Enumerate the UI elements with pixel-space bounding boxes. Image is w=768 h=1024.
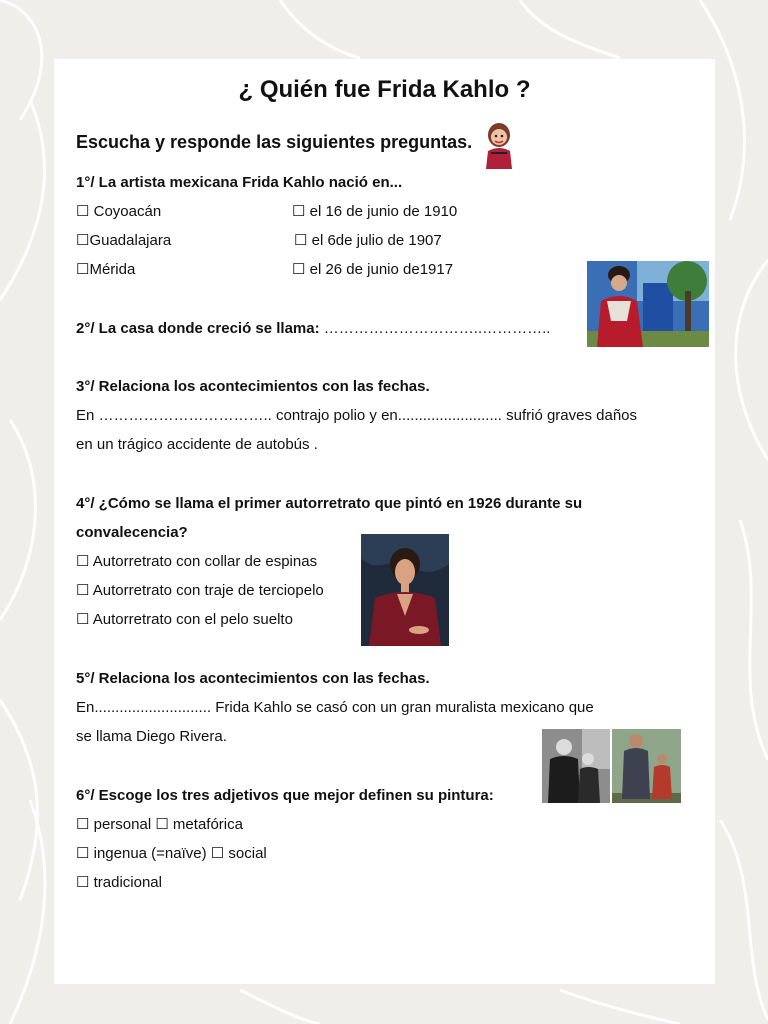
q5-text-line: se llama Diego Rivera.	[76, 728, 227, 745]
q3-text-line: en un trágico accidente de autobús .	[76, 436, 318, 453]
question-5: 5°/ Relaciona los acontecimientos con las fechas.	[76, 670, 430, 687]
question-6: 6°/ Escoge los tres adjetivos que mejor definen su pintura:	[76, 787, 494, 804]
frida-diego-photo	[542, 729, 610, 803]
q6-option[interactable]: ☐ personal ☐ metafórica	[76, 816, 243, 833]
q2-answer-blank[interactable]: …………………………..…………..	[323, 320, 551, 337]
avatar	[480, 119, 518, 169]
q1-place-option[interactable]: ☐Mérida	[76, 261, 136, 278]
q1-place-option[interactable]: ☐Guadalajara	[76, 232, 172, 249]
q1-place-option[interactable]: ☐ Coyoacán	[76, 203, 162, 220]
q5-text-line[interactable]: En............................ Frida Kahlo se casó con un gran muralista mexicano que	[76, 699, 594, 716]
frida-casa-azul-photo	[587, 261, 709, 347]
q1-date-option[interactable]: ☐ el 26 de junio de1917	[292, 261, 454, 278]
question-3: 3°/ Relaciona los acontecimientos con las fechas.	[76, 378, 430, 395]
q1-date-option[interactable]: ☐ el 16 de junio de 1910	[292, 203, 458, 220]
q4-option[interactable]: ☐ Autorretrato con el pelo suelto	[76, 611, 293, 628]
q1-date-option[interactable]: ☐ el 6de julio de 1907	[294, 232, 442, 249]
question-4: 4°/ ¿Cómo se llama el primer autorretrato que pintó en 1926 durante su	[76, 495, 583, 512]
question-1: 1°/ La artista mexicana Frida Kahlo nació en...	[76, 174, 403, 191]
q6-option[interactable]: ☐ ingenua (=naïve) ☐ social	[76, 845, 267, 862]
q4-option[interactable]: ☐ Autorretrato con traje de terciopelo	[76, 582, 324, 599]
q2-label: 2°/ La casa donde creció se llama:	[76, 320, 320, 337]
question-4-continued: convalecencia?	[76, 524, 188, 541]
page-title: ¿ Quién fue Frida Kahlo ?	[238, 76, 531, 103]
q3-text-line[interactable]: En …………………………….. contrajo polio y en......................... sufrió graves daños	[76, 407, 638, 424]
q6-option[interactable]: ☐ tradicional	[76, 874, 162, 891]
question-2	[76, 320, 550, 338]
worksheet	[54, 59, 715, 984]
instructions: Escucha y responde las siguientes preguntas.	[76, 132, 473, 152]
self-portrait-painting	[361, 534, 449, 646]
q4-option[interactable]: ☐ Autorretrato con collar de espinas	[76, 553, 318, 570]
frida-diego-painting	[612, 729, 681, 803]
